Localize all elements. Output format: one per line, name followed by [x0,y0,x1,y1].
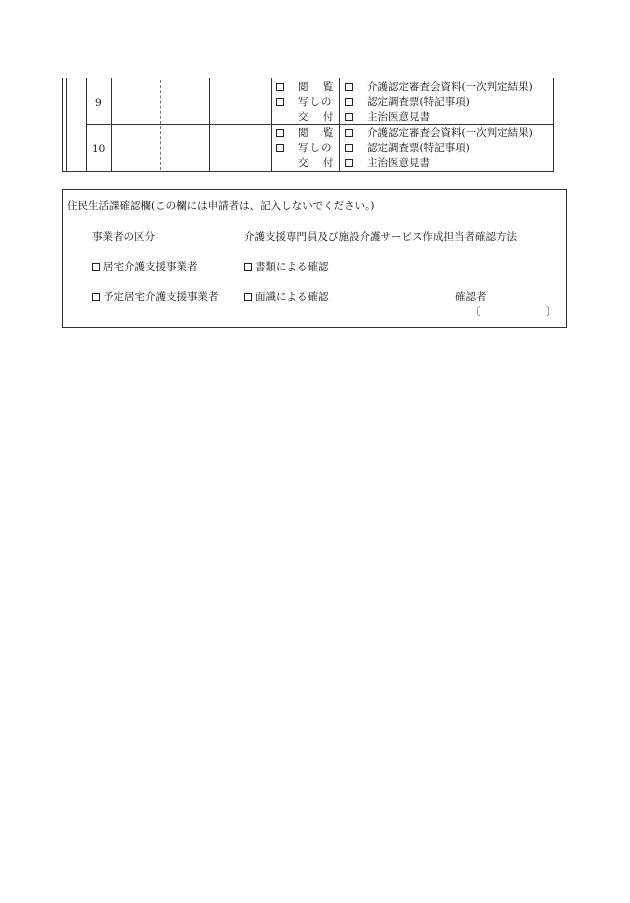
doc-checkbox-judgment[interactable] [345,126,356,140]
confirmer-bracket-open: 〔 [470,306,481,318]
checkbox-icon[interactable] [244,263,252,271]
method-label-view: 閲 覧 [298,81,336,93]
doc-label-doctor: 主治医意見書 [367,111,430,123]
method-label-view: 閲 覧 [298,127,336,139]
doc-checkbox-judgment[interactable] [345,80,356,94]
method-checkbox-copy[interactable] [276,95,287,109]
interview-confirm-option[interactable] [244,290,329,304]
confirm-method-header: 介護支援専門員及び施設介護サービス作成担当者確認方法 [244,231,517,243]
confirmer-bracket-close: 〕 [546,306,557,318]
checkbox-icon[interactable] [276,129,284,137]
row-number: 9 [95,97,102,109]
doc-label-doctor: 主治医意見書 [367,157,430,169]
checkbox-icon[interactable] [345,113,353,121]
checkbox-icon[interactable] [345,159,353,167]
checkbox-icon[interactable] [345,129,353,137]
checkbox-icon[interactable] [345,144,353,152]
home-care-label: 居宅介護支援事業者 [103,261,198,273]
doc-checkbox-survey[interactable] [345,141,356,155]
doc-checkbox-doctor[interactable] [345,110,356,124]
home-care-option[interactable] [92,260,198,274]
checkbox-icon[interactable] [276,144,284,152]
checkbox-icon[interactable] [276,83,284,91]
confirmer-label: 確認者 [455,291,487,303]
checkbox-icon[interactable] [244,293,252,301]
business-type-header: 事業者の区分 [92,231,155,243]
checkbox-icon[interactable] [345,98,353,106]
doc-label-judgment: 介護認定審査会資料(一次判定結果) [367,127,533,139]
checkbox-icon[interactable] [92,263,100,271]
confirmer-signature-field[interactable] [484,305,546,319]
confirmation-title: 住民生活課確認欄(この欄には申請者は、記入しないでください。) [67,200,375,212]
method-checkbox-copy[interactable] [276,141,287,155]
checkbox-icon[interactable] [345,83,353,91]
doc-label-judgment: 介護認定審査会資料(一次判定結果) [367,81,533,93]
method-label-issue: 交 付 [298,157,336,169]
method-label-copy: 写しの [298,96,333,108]
method-label-issue: 交 付 [298,111,336,123]
doc-checkbox-survey[interactable] [345,95,356,109]
doc-checkbox-doctor[interactable] [345,156,356,170]
document-confirm-label: 書類による確認 [255,261,329,273]
method-label-copy: 写しの [298,142,333,154]
doc-label-survey: 認定調査票(特記事項) [367,142,470,154]
document-confirm-option[interactable] [244,260,329,274]
row-number: 10 [92,143,106,155]
interview-confirm-label: 面識による確認 [255,291,329,303]
planned-home-care-label: 予定居宅介護支援事業者 [103,291,219,303]
doc-label-survey: 認定調査票(特記事項) [367,96,470,108]
checkbox-icon[interactable] [92,293,100,301]
method-checkbox-view[interactable] [276,126,287,140]
method-checkbox-view[interactable] [276,80,287,94]
checkbox-icon[interactable] [276,98,284,106]
planned-home-care-option[interactable] [92,290,219,304]
